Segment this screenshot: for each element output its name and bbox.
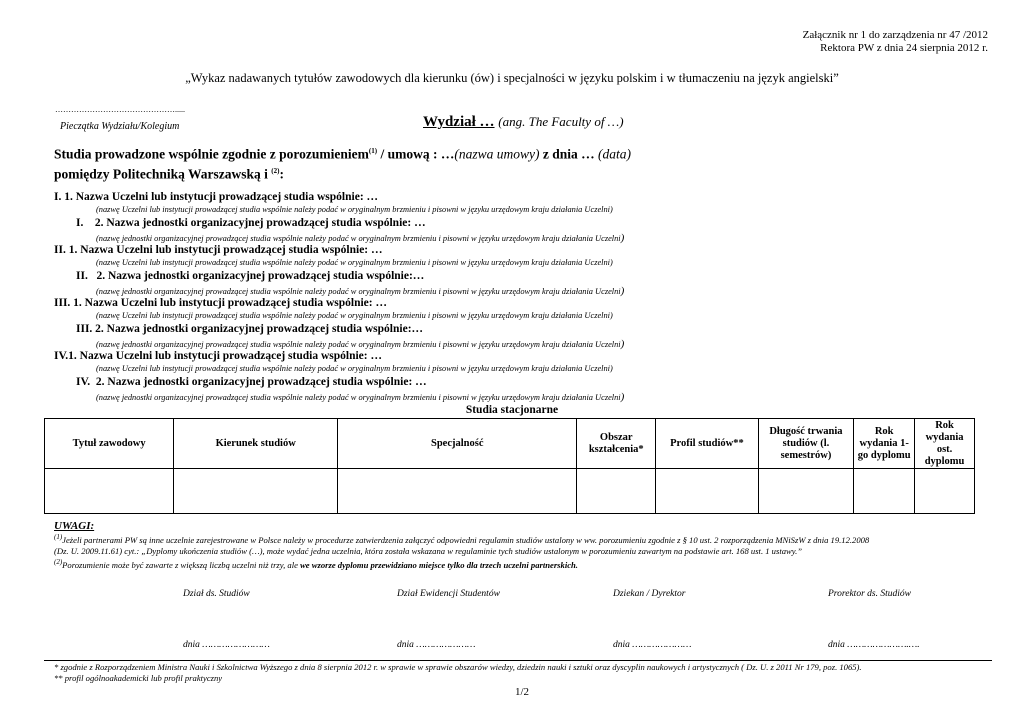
section-I-1-note: (nazwę Uczelni lub instytucji prowadzącej studia wspólnie należy podać w oryginalnym brzmieniu i pisowni w języku urzędowym kraju działania Uczelni) [96, 205, 613, 214]
studia-text-3: z dnia … [539, 146, 598, 162]
remark-1b: (Dz. U. 2009.11.61) cyt.: „Dyplomy ukończenia studiów (…), może wydać jedna uczelnia, która została wskazana w regulaminie tych studiów ustalonym w porozumieniu zawartym na podstawie art. 168 ust. 1 ustawy.” [54, 545, 803, 556]
footer-divider [44, 660, 992, 661]
remark-2-sup: (2) [54, 557, 63, 566]
stamp-dots: ………………………………………..... [55, 105, 185, 114]
table-header-row [45, 419, 975, 469]
section-I-2-note [96, 232, 624, 244]
attachment-line-2: Rektora PW z dnia 24 sierpnia 2012 r. [820, 42, 988, 54]
footnote-1: * zgodnie z Rozporządzeniem Ministra Nauki i Szkolnictwa Wyższego z dnia 8 sierpnia 2012 r. w sprawie w sprawie obszarów wiedzy, dziedzin nauki i sztuki oraz dyscyplin naukowych i artystycznych ( Dz. U. z 2011 Nr 179, poz. 1065). [54, 662, 862, 672]
remark-2-text: Porozumienie może być zawarte z większą liczbą uczelni niż trzy, ale [62, 559, 301, 570]
table-row [45, 469, 975, 514]
sig-date-records-dept: dnia ………………… [397, 640, 476, 650]
footnote-2: ** profil ogólnoakademicki lub profil praktyczny [54, 673, 223, 683]
col-header-specialty: Specjalność [338, 419, 577, 469]
section-IV-2-paren: ) [620, 391, 625, 403]
studia-sup-1: (1) [368, 147, 378, 155]
remark-1-sup: (1) [54, 533, 63, 541]
studia-line-2 [54, 163, 631, 183]
section-III-2: III. 2. Nazwa jednostki organizacyjnej prowadzącej studia wspólnie:… [76, 323, 424, 335]
table-caption: Studia stacjonarne [465, 404, 559, 416]
page-number: 1/2 [514, 686, 530, 698]
attachment-line-1: Załącznik nr 1 do zarządzenia nr 47 /2012 [802, 29, 988, 41]
section-I-2: I. 2. Nazwa jednostki organizacyjnej prowadzącej studia wspólnie: … [76, 217, 426, 229]
col-header-area: Obszar kształcenia* [577, 419, 656, 469]
studia-text-1: Studia prowadzone wspólnie zgodnie z porozumieniem [54, 146, 369, 162]
section-III-1: III. 1. Nazwa Uczelni lub instytucji prowadzącej studia wspólnie: … [54, 297, 387, 309]
sig-label-records-dept: Dział Ewidencji Studentów [397, 589, 500, 599]
section-II-1: II. 1. Nazwa Uczelni lub instytucji prowadzącej studia wspólnie: … [54, 244, 383, 256]
cell-duration [758, 469, 854, 514]
sig-label-studies-dept: Dział ds. Studiów [183, 589, 250, 599]
section-II-1-note: (nazwę Uczelni lub instytucji prowadzącej studia wspólnie należy podać w oryginalnym brzmieniu i pisowni w języku urzędowym kraju działania Uczelni) [96, 258, 613, 267]
section-II-2-note [96, 285, 624, 297]
document-title: „Wykaz nadawanych tytułów zawodowych dla kierunku (ów) i specjalności w języku polskim i w tłumaczeniu na język angielski” [185, 71, 839, 85]
studia-agreement-name: (nazwa umowy) [454, 146, 540, 162]
studia-text-5: : [279, 166, 284, 181]
cell-profile [656, 469, 758, 514]
studia-sup-2: (2) [271, 166, 280, 175]
sig-label-vice-rector: Prorektor ds. Studiów [828, 589, 911, 599]
studia-line-1 [54, 143, 631, 163]
studia-block [54, 143, 631, 182]
sig-date-vice-rector: dnia ………………….…. [828, 640, 920, 650]
faculty-heading [423, 114, 624, 131]
section-IV-1-note: (nazwę Uczelni lub instytucji prowadzącej studia wspólnie należy podać w oryginalnym brzmieniu i pisowni w języku urzędowym kraju działania Uczelni) [96, 364, 613, 373]
sig-label-dean: Dziekan / Dyrektor [613, 589, 686, 599]
col-header-first-diploma: Rok wydania 1-go dyplomu [854, 419, 915, 469]
section-I-2-note-text: (nazwę jednostki organizacyjnej prowadzącej studia wspólnie należy podać w oryginalnym brzmieniu i pisowni w języku urzędowym kraju działania Uczelni [96, 234, 621, 243]
degrees-table [44, 418, 975, 514]
section-II-2: II. 2. Nazwa jednostki organizacyjnej prowadzącej studia wspólnie:… [76, 270, 425, 282]
col-header-profile: Profil studiów** [656, 419, 758, 469]
sig-date-studies-dept: dnia …………………… [183, 640, 270, 650]
remark-1-text: Jeżeli partnerami PW są inne uczelnie zarejestrowane w Polsce należy w procedurze zatwierdzenia załączyć odpowiedni regulamin studiów ustalony w ww. porozumieniu zgodnie z § 10 ust. 2 rozporządzenia MNiSzW z dnia 19.12.2008 [62, 534, 870, 545]
section-III-1-note: (nazwę Uczelni lub instytucji prowadzącej studia wspólnie należy podać w oryginalnym brzmieniu i pisowni w języku urzędowym kraju działania Uczelni) [96, 311, 613, 320]
cell-specialty [338, 469, 577, 514]
section-I-2-paren: ) [620, 232, 625, 244]
remark-2-bold: we wzorze dyplomu przewidziano miejsce tylko dla trzech uczelni partnerskich. [300, 559, 578, 570]
cell-first-diploma [854, 469, 915, 514]
col-header-title: Tytuł zawodowy [45, 419, 174, 469]
stamp-label: Pieczątka Wydziału/Kolegium [60, 121, 180, 132]
section-IV-1: IV.1. Nazwa Uczelni lub instytucji prowadzącej studia wspólnie: … [54, 350, 382, 362]
faculty-english: (ang. The Faculty of …) [498, 114, 624, 129]
studia-date: (data) [597, 146, 631, 162]
cell-field [174, 469, 338, 514]
attachment-header [803, 29, 988, 55]
remarks-block [54, 532, 999, 571]
section-I-1: I. 1. Nazwa Uczelni lub instytucji prowadzącej studia wspólnie: … [54, 191, 379, 203]
col-header-last-diploma: Rok wydania ost. dyplomu [915, 419, 975, 469]
cell-area [577, 469, 656, 514]
section-IV-2: IV. 2. Nazwa jednostki organizacyjnej prowadzącej studia wspólnie: … [76, 376, 427, 388]
section-IV-2-note-text: (nazwę jednostki organizacyjnej prowadzącej studia wspólnie należy podać w oryginalnym brzmieniu i pisowni w języku urzędowym kraju działania Uczelni [96, 393, 621, 402]
studia-text-2: / umową : … [377, 146, 455, 162]
section-III-2-note [96, 338, 624, 350]
col-header-field: Kierunek studiów [174, 419, 338, 469]
section-III-2-paren: ) [620, 338, 625, 350]
studia-text-4: pomiędzy Politechniką Warszawską i [54, 166, 272, 181]
col-header-duration: Długość trwania studiów (l. semestrów) [758, 419, 854, 469]
section-II-2-paren: ) [620, 285, 625, 297]
section-II-2-note-text: (nazwę jednostki organizacyjnej prowadzącej studia wspólnie należy podać w oryginalnym brzmieniu i pisowni w języku urzędowym kraju działania Uczelni [96, 287, 621, 296]
cell-title [45, 469, 174, 514]
section-IV-2-note [96, 391, 624, 403]
cell-last-diploma [915, 469, 975, 514]
remark-1 [54, 532, 999, 546]
remark-2 [54, 557, 999, 571]
faculty-name: Wydział … [423, 114, 495, 130]
section-III-2-note-text: (nazwę jednostki organizacyjnej prowadzącej studia wspólnie należy podać w oryginalnym brzmieniu i pisowni w języku urzędowym kraju działania Uczelni [96, 340, 621, 349]
sig-date-dean: dnia ………………… [613, 640, 692, 650]
remarks-label: UWAGI: [54, 520, 95, 532]
